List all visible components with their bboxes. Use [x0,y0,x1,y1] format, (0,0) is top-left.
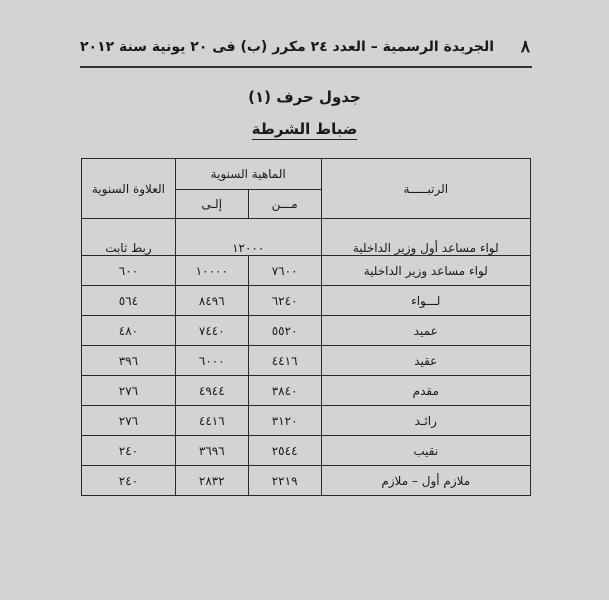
table-title: جدول حرف (١) [248,88,361,106]
from-cell: ٢٥٤٤ [248,436,321,466]
rank-cell: لواء مساعد أول وزير الداخلية [321,219,530,256]
to-cell: ٤٤١٦ [175,406,248,436]
to-cell: ٢٨٣٢ [175,466,248,496]
table-row [82,316,531,346]
rank-cell: مقدم [321,376,530,406]
from-cell: ٢٢١٩ [248,466,321,496]
from-cell: ٣٨٤٠ [248,376,321,406]
to-cell: ٤٩٤٤ [175,376,248,406]
increment-cell: ٢٧٦ [82,406,176,436]
table-row [82,406,531,436]
gazette-title: الجريدة الرسمية – العدد ٢٤ مكرر (ب) فى ٢٠ يونية سنة ٢٠١٢ [80,39,495,55]
increment-cell: ٢٤٠ [82,436,176,466]
header-rank: الرتبـــــة [321,159,530,219]
from-cell: ٤٤١٦ [248,346,321,376]
to-cell: ٨٤٩٦ [175,286,248,316]
rank-cell: عميد [321,316,530,346]
fixed-salary-cell: ١٢٠٠٠ [175,219,321,256]
salary-table [81,158,531,496]
header-increment: العلاوة السنوية [82,159,176,219]
from-cell: ٦٢٤٠ [248,286,321,316]
header-divider [80,66,532,68]
header-annual-salary: الماهية السنوية [175,159,321,190]
rank-cell: عقيد [321,346,530,376]
increment-cell: ٣٩٦ [82,346,176,376]
page-number: ٨ [520,37,530,57]
to-cell: ٣٦٩٦ [175,436,248,466]
increment-cell: ٥٦٤ [82,286,176,316]
to-cell: ٦٠٠٠ [175,346,248,376]
header-from: مـــن [248,190,321,219]
table-row [82,286,531,316]
table-row [82,346,531,376]
rank-cell: نقيب [321,436,530,466]
increment-cell: ٢٤٠ [82,466,176,496]
increment-cell: ٤٨٠ [82,316,176,346]
table-subtitle [0,120,609,138]
to-cell: ٧٤٤٠ [175,316,248,346]
from-cell: ٧٦٠٠ [248,256,321,286]
to-cell: ١٠٠٠٠ [175,256,248,286]
from-cell: ٣١٢٠ [248,406,321,436]
table-row [82,466,531,496]
table-row [82,436,531,466]
increment-cell: ٦٠٠ [82,256,176,286]
rank-cell: لـــواء [321,286,530,316]
from-cell: ٥٥٢٠ [248,316,321,346]
table-row [82,256,531,286]
page-header [80,34,530,60]
rank-cell: لواء مساعد وزير الداخلية [321,256,530,286]
rank-cell: رائـد [321,406,530,436]
increment-cell: ٢٧٦ [82,376,176,406]
increment-cell: ربط ثابت [82,219,176,256]
rank-cell: ملازم أول – ملازم [321,466,530,496]
table-row [82,376,531,406]
table-row [82,219,531,256]
header-to: إلـى [175,190,248,219]
table-subtitle-text: ضباط الشرطة [251,120,358,138]
